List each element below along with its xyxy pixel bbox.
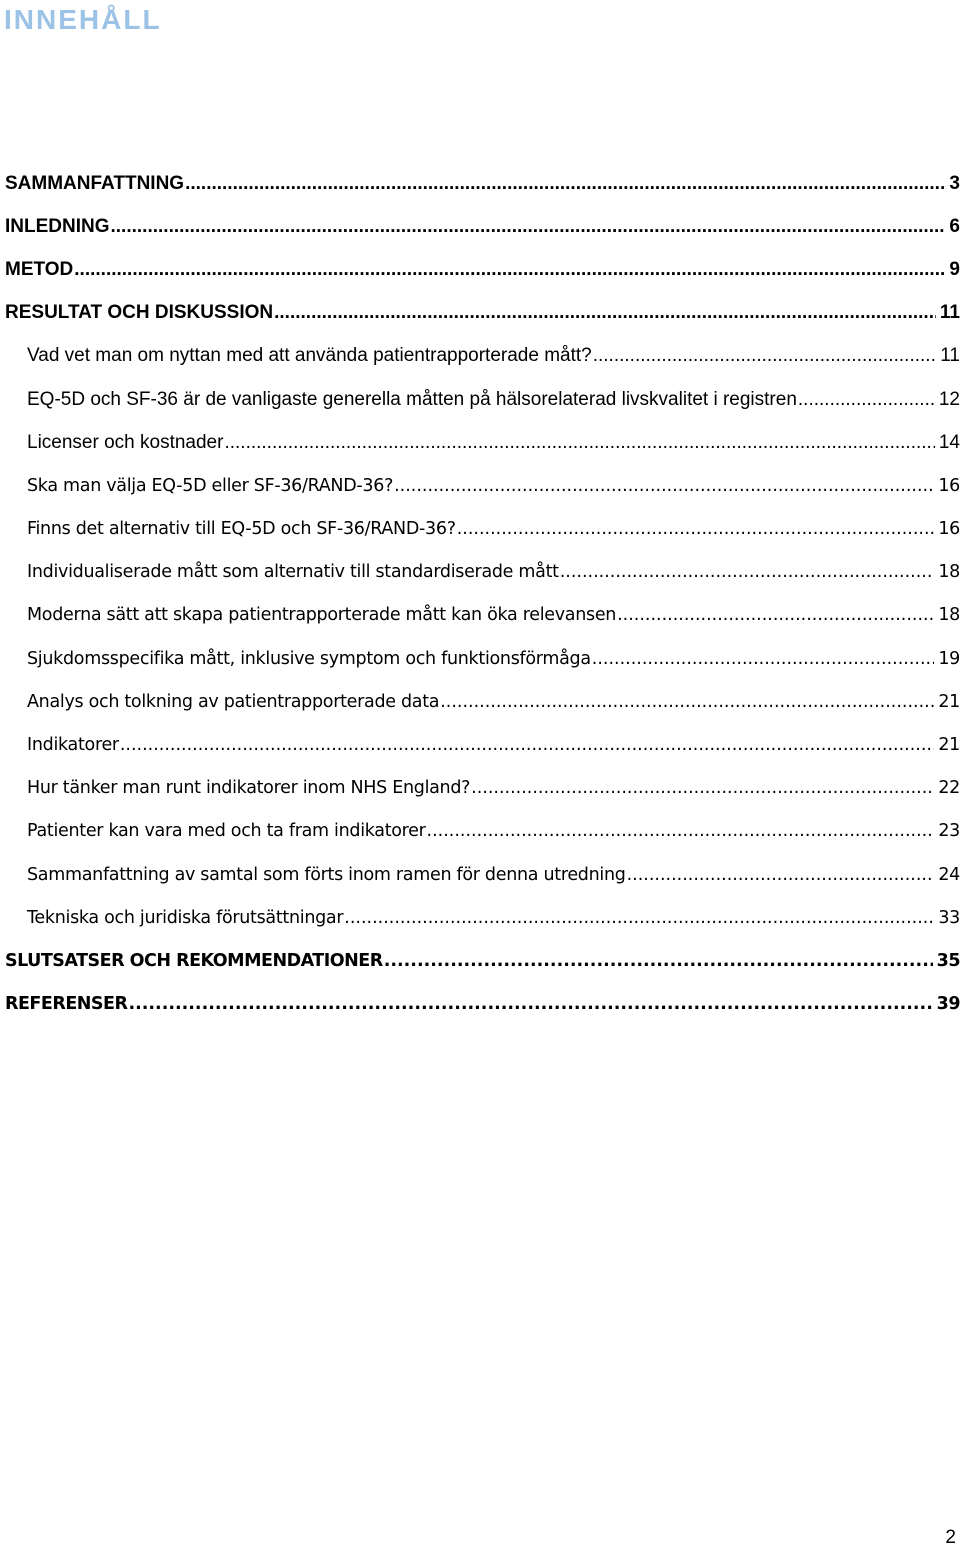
toc-entry-page: 23	[938, 821, 960, 842]
toc-entry-metod[interactable]	[0, 248, 960, 291]
toc-dot-leader	[120, 735, 935, 755]
toc-entry-page: 22	[938, 778, 960, 799]
toc-dot-leader	[111, 216, 946, 238]
toc-entry-title: Patienter kan vara med och ta fram indikatorer	[27, 821, 426, 842]
toc-dot-leader	[224, 432, 934, 454]
toc-dot-leader	[74, 259, 945, 281]
toc-entry-sjukdomsspecifika[interactable]	[0, 637, 960, 680]
toc-entry-page: 18	[938, 605, 960, 626]
toc-entry-page: 35	[936, 950, 960, 971]
toc-entry-nhs-england[interactable]	[0, 767, 960, 810]
toc-entry-page: 16	[938, 519, 960, 540]
toc-entry-title: Hur tänker man runt indikatorer inom NHS England?	[27, 778, 471, 799]
toc-dot-leader	[185, 173, 945, 195]
page-number: 2	[945, 1527, 956, 1548]
toc-entry-title: Analys och tolkning av patientrapporterade data	[27, 691, 440, 712]
toc-entry-analys[interactable]	[0, 680, 960, 723]
toc-entry-page: 18	[938, 562, 960, 583]
toc-entry-page: 9	[949, 258, 960, 280]
toc-dot-leader	[592, 649, 935, 669]
toc-entry-page: 19	[938, 648, 960, 669]
toc-entry-page: 12	[938, 388, 960, 410]
toc-entry-title: EQ-5D och SF-36 är de vanligaste generella måtten på hälsorelaterad livskvalitet i registren	[27, 388, 797, 410]
toc-entry-page: 11	[939, 302, 960, 324]
toc-entry-title: Ska man välja EQ-5D eller SF-36/RAND-36?	[27, 475, 394, 496]
toc-entry-patienter-indikatorer[interactable]	[0, 810, 960, 853]
toc-entry-title: Individualiserade mått som alternativ till standardiserade mått	[27, 562, 559, 583]
toc-heading: INNEHÅLL	[4, 4, 162, 35]
toc-dot-leader	[593, 345, 937, 367]
toc-entry-title: SAMMANFATTNING	[5, 172, 185, 194]
toc-entry-page: 14	[938, 431, 960, 453]
toc-entry-moderna-satt[interactable]	[0, 594, 960, 637]
toc-entry-alternativ[interactable]	[0, 508, 960, 551]
toc-dot-leader	[560, 562, 935, 582]
toc-dot-leader	[394, 476, 934, 496]
toc-entry-page: 21	[938, 691, 960, 712]
toc-dot-leader	[440, 692, 934, 712]
toc-entry-page: 33	[938, 907, 960, 928]
toc-entry-title: REFERENSER	[5, 994, 128, 1015]
toc-entry-nyttan[interactable]	[0, 335, 960, 378]
toc-entry-page: 24	[938, 864, 960, 885]
toc-dot-leader	[798, 389, 935, 411]
toc-dot-leader	[457, 519, 935, 539]
toc-dot-leader	[128, 994, 932, 1014]
toc-entry-title: Finns det alternativ till EQ-5D och SF-36/RAND-36?	[27, 519, 456, 540]
toc-entry-title: RESULTAT OCH DISKUSSION	[5, 302, 274, 324]
toc-entry-page: 21	[938, 735, 960, 756]
toc-entry-inledning[interactable]	[0, 205, 960, 248]
toc-entry-title: SLUTSATSER OCH REKOMMENDATIONER	[5, 950, 383, 971]
toc-entry-title: Tekniska och juridiska förutsättningar	[27, 907, 344, 928]
toc-dot-leader	[344, 908, 934, 928]
toc-entry-page: 6	[949, 215, 960, 237]
toc-dot-leader	[617, 605, 934, 625]
toc-entry-title: Moderna sätt att skapa patientrapporterade mått kan öka relevansen	[27, 605, 617, 626]
toc-dot-leader	[274, 302, 936, 324]
toc-entry-tekniska-juridiska[interactable]	[0, 896, 960, 939]
toc-entry-sammanfattning-samtal[interactable]	[0, 853, 960, 896]
toc-entry-indikatorer[interactable]	[0, 723, 960, 766]
toc-entry-page: 39	[936, 994, 960, 1015]
toc-entry-eq5d-sf36[interactable]	[0, 378, 960, 421]
toc-entry-valja-eq5d[interactable]	[0, 464, 960, 507]
toc-entry-resultat-och-diskussion[interactable]	[0, 292, 960, 335]
toc-entry-page: 16	[938, 475, 960, 496]
toc-entry-page: 3	[949, 172, 960, 194]
toc-entry-sammanfattning[interactable]	[0, 162, 960, 205]
toc-entry-title: Sjukdomsspecifika mått, inklusive symptom och funktionsförmåga	[27, 648, 591, 669]
toc-dot-leader	[427, 821, 935, 841]
toc-dot-leader	[384, 951, 933, 971]
toc-entry-page: 11	[940, 345, 960, 367]
toc-entry-individualiserade[interactable]	[0, 551, 960, 594]
toc-entry-title: INLEDNING	[5, 215, 110, 237]
toc-entry-title: Sammanfattning av samtal som förts inom ramen för denna utredning	[27, 864, 626, 885]
toc-entry-title: Indikatorer	[27, 735, 119, 756]
toc-entry-licenser[interactable]	[0, 421, 960, 464]
toc-entry-referenser[interactable]	[0, 983, 960, 1026]
toc-entry-title: Licenser och kostnader	[27, 431, 224, 453]
toc-entry-title: Vad vet man om nyttan med att använda patientrapporterade mått?	[27, 345, 592, 367]
toc-entry-title: METOD	[5, 258, 74, 280]
toc-dot-leader	[471, 778, 934, 798]
table-of-contents	[0, 162, 960, 1026]
toc-entry-slutsatser[interactable]	[0, 939, 960, 982]
toc-dot-leader	[627, 865, 935, 885]
